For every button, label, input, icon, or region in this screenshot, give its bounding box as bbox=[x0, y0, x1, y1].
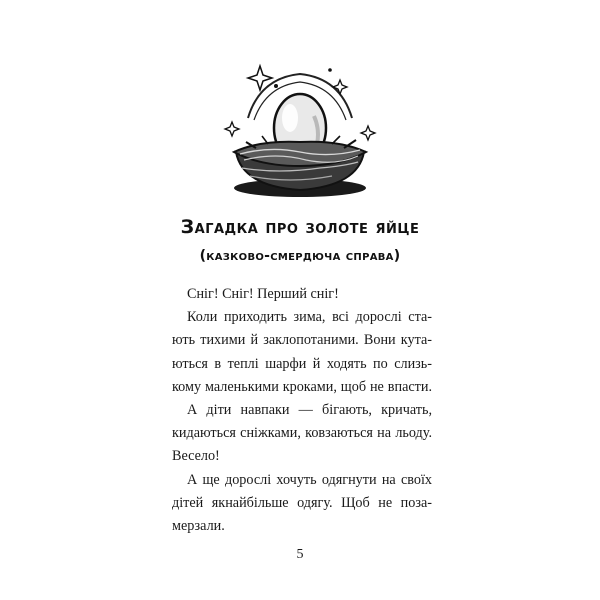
body-line: А діти навпаки — бігають, кричать, bbox=[187, 401, 432, 418]
page-number: 5 bbox=[296, 547, 304, 562]
body-line: ються в теплі шарфи й ходять по слизь- bbox=[172, 355, 432, 372]
golden-egg-in-nest-icon bbox=[220, 56, 380, 206]
body-line: ють тихими й заклопотаними. Вони кута- bbox=[172, 332, 432, 349]
chapter-title: Загадка про золоте яйце bbox=[180, 216, 420, 238]
body-line: А ще дорослі хочуть одягнути на своїх bbox=[187, 471, 432, 488]
body-line: кидаються сніжками, ковзаються на льоду. bbox=[172, 425, 432, 442]
body-line: Весело! bbox=[172, 448, 220, 465]
body-line: Сніг! Сніг! Перший сніг! bbox=[187, 286, 339, 302]
chapter-subtitle: (казково-смердюча справа) bbox=[199, 248, 401, 264]
body-line: мерзали. bbox=[172, 517, 225, 534]
body-line: кому маленькими кроками, щоб не впасти. bbox=[172, 378, 432, 395]
body-text bbox=[172, 283, 432, 538]
body-line: Коли приходить зима, всі дорослі ста- bbox=[187, 309, 432, 326]
body-line: дітей якнайбільше одягу. Щоб не поза- bbox=[172, 494, 432, 511]
